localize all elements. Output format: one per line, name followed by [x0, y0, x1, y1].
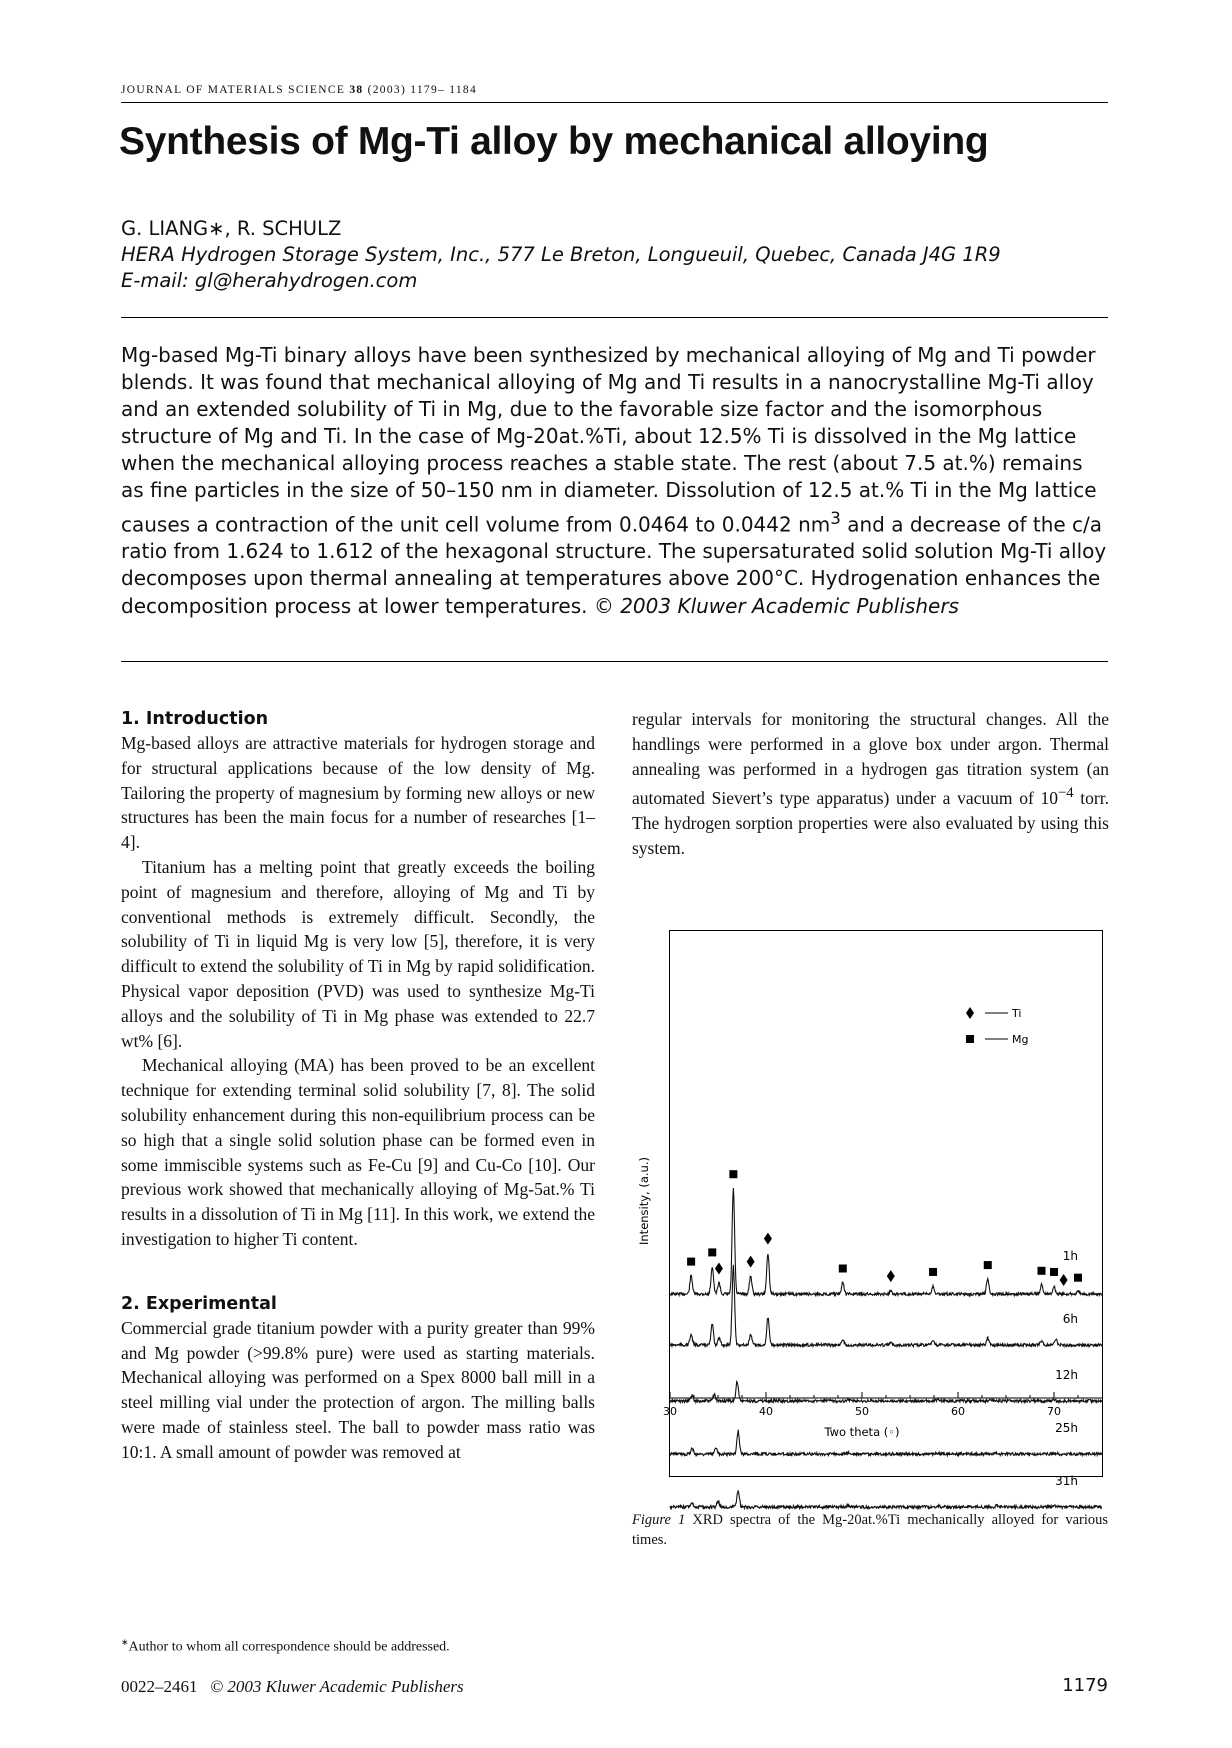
x-axis-label: Two theta (◦) [824, 1425, 900, 1439]
paragraph-text: regular intervals for monitoring the structural changes. All the handlings were performed in a glove box under argon. Thermal annealing was performed in a hydrogen gas titration system (an automated Sievert’s type apparatus) under a vacuum of 10 [632, 709, 1109, 809]
x-tick-label: 60 [951, 1405, 965, 1418]
series-line-31h [670, 1490, 1102, 1508]
paper-title: Synthesis of Mg-Ti alloy by mechanical alloying [119, 120, 989, 163]
x-tick-label: 70 [1047, 1405, 1061, 1418]
series-label-25h: 25h [1055, 1421, 1078, 1435]
mg-peak-marker [729, 1170, 737, 1178]
mg-peak-marker [984, 1261, 992, 1269]
legend-ti-symbol [966, 1007, 974, 1019]
abstract-copyright: © 2003 Kluwer Academic Publishers [593, 593, 959, 618]
legend-mg-symbol [966, 1035, 974, 1043]
ti-peak-marker [764, 1233, 772, 1245]
section-heading-experimental: 2. Experimental [121, 1293, 277, 1314]
issn: 0022–2461 [121, 1677, 198, 1696]
footer-copyright: © 2003 Kluwer Academic Publishers [210, 1677, 464, 1696]
right-column [632, 707, 1109, 861]
left-column [121, 707, 595, 1465]
paragraph [632, 707, 1109, 861]
figure-label: Figure 1 [632, 1512, 686, 1528]
mg-peak-marker [708, 1248, 716, 1256]
paragraph: Commercial grade titanium powder with a purity greater than 99% and Mg powder (>99.8% pure) were used as starting materials. Mechanical alloying was performed on a Spex 8000 ball mill in a steel milling vial under the protection of argon. The milling balls were made of stainless steel. The ball to powder mass ratio was 10:1. A small amount of powder was removed at [121, 1317, 595, 1462]
mg-peak-marker [929, 1268, 937, 1276]
x-tick-label: 50 [855, 1405, 869, 1418]
author-block [121, 216, 1001, 294]
series-label-1h: 1h [1062, 1249, 1078, 1263]
author-email: E-mail: gl@herahydrogen.com [121, 269, 418, 292]
abstract-text: Mg-based Mg-Ti binary alloys have been synthesized by mechanical alloying of Mg and Ti powder blends. It was found that mechanical alloying of Mg and Ti results in a nanocrystalline Mg-Ti alloy and an extended solubility of Ti in Mg, due to the favorable size factor and the isomorphous structure of Mg and Ti. In the case of Mg-20at.%Ti, about 12.5% Ti is dissolved in the Mg lattice when the mechanical alloying process reaches a stable state. The rest (about 7.5 at.%) remains as fine particles in the size of 50–150 nm in diameter. Dissolution of 12.5 at.% Ti in the Mg lattice causes a contraction of the unit cell volume from 0.0464 to 0.0442 nm [121, 343, 1097, 537]
y-axis-label: Intensity, (a.u.) [637, 1157, 651, 1245]
abstract [121, 342, 1111, 620]
series-line-1h [670, 1188, 1102, 1296]
series-line-6h [670, 1265, 1102, 1347]
x-tick-label: 40 [759, 1405, 773, 1418]
mg-peak-marker [687, 1258, 695, 1266]
ti-peak-marker [887, 1270, 895, 1282]
paragraph: Titanium has a melting point that greatly exceeds the boiling point of magnesium and therefore, alloying of Mg and Ti by conventional methods is extremely difficult. Secondly, the solubility of Ti in liquid Mg is very low [5], therefore, it is very difficult to extend the solubility of Ti in Mg by rapid solidification. Physical vapor deposition (PVD) was used to synthesize Mg-Ti alloys and the solubility of Ti in Mg phase was extended to 22.7 wt% [6]. [121, 856, 595, 1051]
figure-caption-text: XRD spectra of the Mg-20at.%Ti mechanically alloyed for various times. [632, 1512, 1108, 1548]
section-heading-introduction: 1. Introduction [121, 709, 269, 729]
footnote-mark: ∗ [121, 1637, 129, 1647]
divider-bottom [121, 661, 1108, 662]
paragraph: Mg-based alloys are attractive materials for hydrogen storage and for structural applications because of the low density of Mg. Tailoring the property of magnesium by forming new alloys or new structures has been the main focus for a number of researches [1–4]. [121, 733, 595, 853]
legend-label-ti: Ti [1012, 1007, 1022, 1020]
figure-caption [632, 1510, 1108, 1550]
xrd-figure [637, 930, 1103, 1488]
mg-peak-marker [839, 1265, 847, 1273]
mg-peak-marker [1050, 1268, 1058, 1276]
journal-year-pages: (2003) 1179– 1184 [367, 84, 478, 96]
series-line-12h [670, 1382, 1102, 1403]
abstract-superscript: 3 [830, 508, 841, 528]
ti-peak-marker [1060, 1274, 1068, 1286]
journal-name: JOURNAL OF MATERIALS SCIENCE [121, 84, 346, 96]
paragraph: Mechanical alloying (MA) has been proved to be an excellent technique for extending terminal solid solubility [7, 8]. The solid solubility enhancement during this non-equilibrium process can be so high that a single solid solution phase can be formed even in some immiscible systems such as Fe-Cu [9] and Cu-Co [10]. Our previous work showed that mechanically alloying of Mg-5at.% Ti results in a dissolution of Ti in Mg [11]. In this work, we extend the investigation to higher Ti content. [121, 1055, 595, 1249]
ti-peak-marker [747, 1256, 755, 1268]
page-number: 1179 [1062, 1675, 1108, 1696]
footnote [121, 1637, 450, 1656]
ti-peak-marker [715, 1263, 723, 1275]
author-names: G. LIANG∗, R. SCHULZ [121, 217, 342, 240]
xrd-chart [637, 931, 1102, 1488]
legend-label-mg: Mg [1012, 1033, 1029, 1046]
footer-left [121, 1677, 464, 1697]
series-label-31h: 31h [1055, 1474, 1078, 1488]
abstract-text-cont: and a decrease of the c/a ratio from 1.624 to 1.612 of the hexagonal structure. The supersaturated solid solution Mg-Ti alloy decomposes upon thermal annealing at temperatures above 200°C. Hydrogenation enhances the decomposition process at lower temperatures. [121, 512, 1107, 618]
running-header [121, 84, 1108, 103]
journal-volume: 38 [349, 84, 364, 96]
series-label-6h: 6h [1062, 1312, 1078, 1326]
footnote-text: Author to whom all correspondence should be addressed. [128, 1639, 450, 1655]
divider-top [121, 317, 1108, 318]
mg-peak-marker [1038, 1267, 1046, 1275]
series-label-12h: 12h [1055, 1368, 1078, 1382]
x-tick-label: 30 [663, 1405, 677, 1418]
exponent: −4 [1058, 785, 1074, 802]
author-affiliation: HERA Hydrogen Storage System, Inc., 577 Le Breton, Longueuil, Quebec, Canada J4G 1R9 [121, 243, 1001, 266]
paragraph-text-cont: torr. The hydrogen sorption properties were also evaluated by using this system. [632, 788, 1109, 858]
mg-peak-marker [1074, 1274, 1082, 1282]
